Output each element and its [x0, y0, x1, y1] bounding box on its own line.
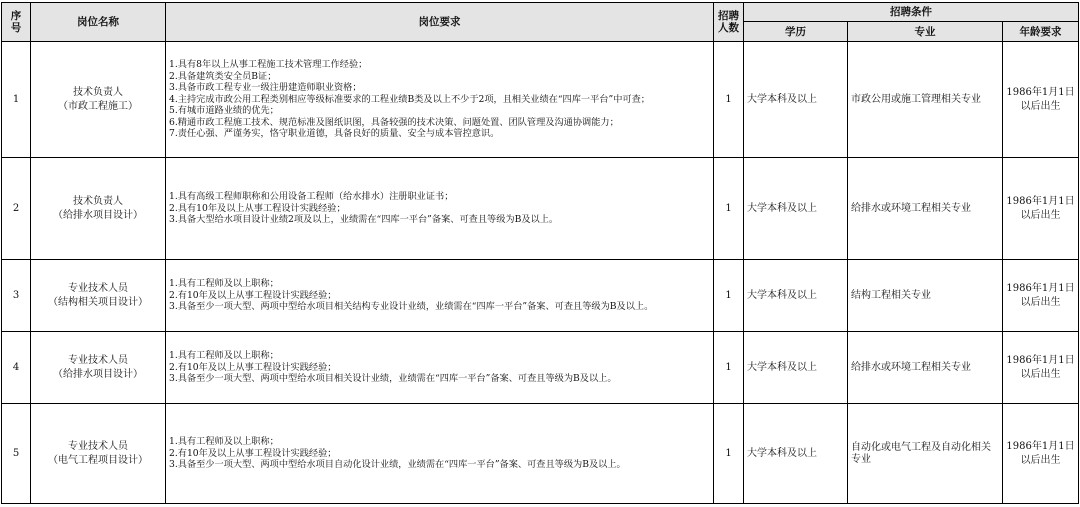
row-age — [1003, 158, 1079, 260]
row-requirements — [166, 332, 714, 404]
header-headcount-line-1: 招聘 — [718, 10, 739, 22]
requirement-line: 4.主持完成市政公用工程类别相应等级标准要求的工程业绩B类及以上不少于2项，且相关业绩在“四库一平台”中可查； — [169, 93, 650, 105]
row-position-title — [31, 42, 166, 158]
requirement-line: 3.具备至少一项大型、两项中型给水项目自动化设计业绩，业绩需在“四库一平台”备案、可查且等级为B及以上。 — [169, 459, 626, 471]
requirement-line: 1.具有8年以上从事工程施工技术管理工作经验； — [169, 58, 368, 70]
age-line: 1986年1月1日 — [1006, 195, 1075, 207]
row-age — [1003, 404, 1079, 504]
header-requirements: 岗位要求 — [166, 3, 714, 42]
requirement-line: 2.具备建筑类安全员B证； — [169, 70, 277, 82]
table-row — [2, 260, 1079, 332]
row-position-title — [31, 260, 166, 332]
header-education: 学历 — [744, 22, 848, 42]
row-seq: 4 — [2, 332, 31, 404]
requirement-line: 1.具有高级工程师职称和公用设备工程师（给水排水）注册职业证书； — [169, 191, 454, 203]
row-education: 大学本科及以上 — [744, 332, 848, 404]
header-seq-line-2: 号 — [10, 22, 22, 34]
age-line: 以后出生 — [1020, 100, 1061, 112]
row-position-title — [31, 404, 166, 504]
row-education: 大学本科及以上 — [744, 42, 848, 158]
header-headcount-line-2: 人数 — [718, 22, 739, 34]
row-seq: 3 — [2, 260, 31, 332]
position-title-line: 专业技术人员 — [68, 440, 128, 452]
age-line: 1986年1月1日 — [1006, 440, 1075, 452]
row-age — [1003, 42, 1079, 158]
requirement-line: 3.具备市政工程专业一级注册建造师职业资格； — [169, 82, 362, 94]
row-headcount: 1 — [714, 42, 744, 158]
row-headcount: 1 — [714, 332, 744, 404]
position-title-line: （电气工程项目设计） — [48, 454, 148, 466]
position-title-line: 技术负责人 — [73, 195, 123, 207]
table-row — [2, 404, 1079, 504]
row-headcount: 1 — [714, 404, 744, 504]
position-title-line: （市政工程施工） — [58, 100, 138, 112]
position-title-line: （给排水项目设计） — [53, 209, 143, 221]
header-major: 专业 — [848, 22, 1003, 42]
header-position-name: 岗位名称 — [31, 3, 166, 42]
row-seq: 5 — [2, 404, 31, 504]
position-title-line: 专业技术人员 — [68, 354, 128, 366]
row-major: 给排水或环境工程相关专业 — [848, 158, 1003, 260]
header-age: 年龄要求 — [1003, 22, 1079, 42]
row-headcount: 1 — [714, 260, 744, 332]
requirement-line: 2.有10年及以上从事工程设计实践经验； — [169, 289, 337, 301]
row-major: 给排水或环境工程相关专业 — [848, 332, 1003, 404]
row-headcount: 1 — [714, 158, 744, 260]
row-major: 市政公用或施工管理相关专业 — [848, 42, 1003, 158]
header-seq-line-1: 序 — [10, 10, 22, 22]
table-row — [2, 332, 1079, 404]
age-line: 1986年1月1日 — [1006, 354, 1075, 366]
requirement-line: 3.具备至少一项大型、两项中型给水项目相关设计业绩，业绩需在“四库一平台”备案、可查且等级为B及以上。 — [169, 373, 617, 385]
position-title-line: 技术负责人 — [73, 86, 123, 98]
age-line: 以后出生 — [1020, 296, 1061, 308]
age-line: 以后出生 — [1020, 209, 1061, 221]
requirement-line: 7.责任心强、严谨务实，恪守职业道德，具备良好的质量、安全与成本管控意识。 — [169, 128, 500, 140]
table-row — [2, 42, 1079, 158]
row-education: 大学本科及以上 — [744, 158, 848, 260]
header-seq — [2, 3, 31, 42]
requirement-line: 1.具有工程师及以上职称； — [169, 436, 279, 448]
header-headcount — [714, 3, 744, 42]
position-title-line: （给排水项目设计） — [53, 368, 143, 380]
requirement-line: 2.有10年及以上从事工程设计实践经验； — [169, 447, 337, 459]
row-requirements — [166, 42, 714, 158]
row-requirements — [166, 158, 714, 260]
requirement-line: 1.具有工程师及以上职称； — [169, 350, 279, 362]
age-line: 1986年1月1日 — [1006, 282, 1075, 294]
row-requirements — [166, 260, 714, 332]
requirement-line: 1.具有工程师及以上职称； — [169, 278, 279, 290]
position-title-line: 专业技术人员 — [68, 282, 128, 294]
age-line: 以后出生 — [1020, 368, 1061, 380]
row-major: 自动化或电气工程及自动化相关专业 — [848, 404, 1003, 504]
position-title-line: （结构相关项目设计） — [48, 296, 148, 308]
row-major: 结构工程相关专业 — [848, 260, 1003, 332]
recruitment-table — [1, 2, 1079, 504]
age-line: 以后出生 — [1020, 454, 1061, 466]
row-age — [1003, 260, 1079, 332]
requirement-line: 2.具有10年及以上从事工程设计实践经验； — [169, 202, 346, 214]
row-age — [1003, 332, 1079, 404]
requirement-line: 5.有城市道路业绩的优先； — [169, 105, 279, 117]
row-education: 大学本科及以上 — [744, 260, 848, 332]
requirement-line: 6.精通市政工程施工技术、规范标准及图纸识图，具备较强的技术决策、问题处置、团队管理及沟通协调能力； — [169, 116, 619, 128]
row-requirements — [166, 404, 714, 504]
header-conditions: 招聘条件 — [744, 3, 1079, 22]
requirement-line: 3.具备至少一项大型、两项中型给水项目相关结构专业设计业绩，业绩需在“四库一平台”备案、可查且等级为B及以上。 — [169, 301, 654, 313]
row-position-title — [31, 158, 166, 260]
table-row — [2, 158, 1079, 260]
row-seq: 2 — [2, 158, 31, 260]
requirement-line: 3.具备大型给水项目设计业绩2项及以上，业绩需在“四库一平台”备案、可查且等级为B及以上。 — [169, 214, 559, 226]
requirement-line: 2.有10年及以上从事工程设计实践经验； — [169, 361, 337, 373]
age-line: 1986年1月1日 — [1006, 86, 1075, 98]
row-seq: 1 — [2, 42, 31, 158]
row-position-title — [31, 332, 166, 404]
row-education: 大学本科及以上 — [744, 404, 848, 504]
